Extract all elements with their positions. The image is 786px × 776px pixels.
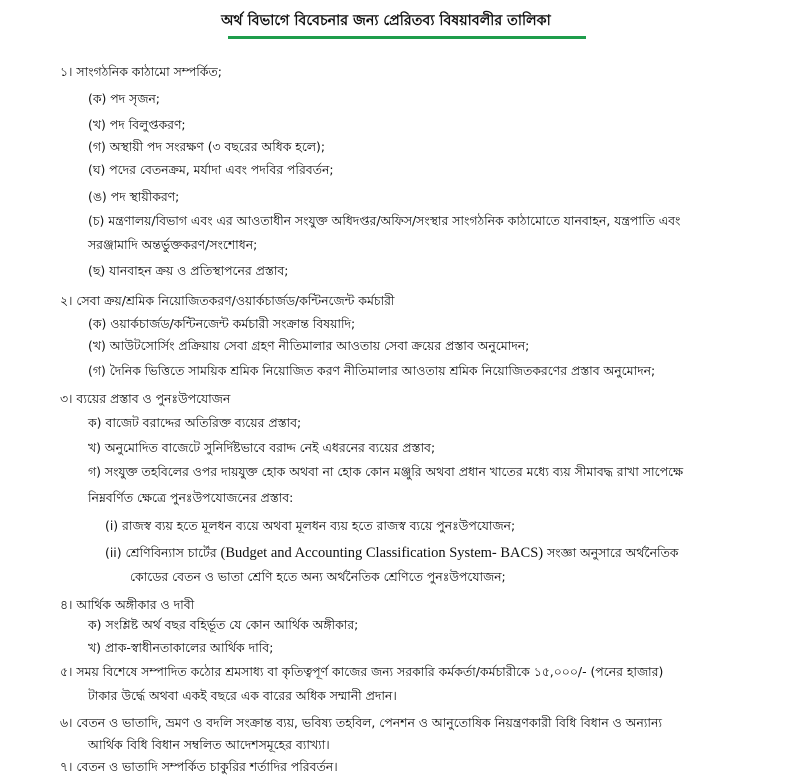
- list-item: (ঙ) পদ স্থায়ীকরণ;: [88, 189, 180, 204]
- section-1-heading: ১। সাংগঠনিক কাঠামো সম্পর্কিত;: [60, 64, 222, 79]
- section-4-heading: ৪। আর্থিক অঙ্গীকার ও দাবী: [60, 597, 195, 612]
- sub-item-ii-english: (Budget and Accounting Classification System- BACS): [220, 545, 544, 561]
- list-item: খ) অনুমোদিত বাজেটে সুনির্দিষ্টভাবে বরাদ্দ নেই এধরনের ব্যয়ের প্রস্তাব;: [88, 440, 436, 455]
- section-6-line-1: ৬। বেতন ও ভাতাদি, ভ্রমণ ও বদলি সংক্রান্ত ব্যয়, ভবিষ্য তহবিল, পেনশন ও আনুতোষিক নিয়ন্ত্রণকারী বিধি বিধান ও অন্যান্য: [60, 715, 662, 730]
- section-2-heading: ২। সেবা ক্রয়/শ্রমিক নিয়োজিতকরণ/ওয়ার্কচার্জড/কন্টিনজেন্ট কর্মচারী: [60, 293, 395, 308]
- list-item: (ঘ) পদের বেতনক্রম, মর্যাদা এবং পদবির পরিবর্তন;: [88, 162, 334, 177]
- page-title: অর্থ বিভাগে বিবেচনার জন্য প্রেরিতব্য বিষয়াবলীর তালিকা: [221, 13, 551, 29]
- list-item: (খ) আউটসোর্সিং প্রক্রিয়ায় সেবা গ্রহণ নীতিমালার আওতায় সেবা ক্রয়ের প্রস্তাব অনুমোদন;: [88, 338, 530, 353]
- section-7-line-1: ৭। বেতন ও ভাতাদি সম্পর্কিত চাকুরির শর্তাদির পরিবর্তন।: [60, 759, 338, 774]
- list-item: ক) বাজেট বরাদ্দের অতিরিক্ত ব্যয়ের প্রস্তাব;: [88, 415, 302, 430]
- title-underline: [228, 36, 586, 39]
- list-item-continuation: সরঞ্জামাদি অন্তর্ভুক্তকরণ/সংশোধন;: [88, 237, 258, 252]
- sub-item-ii-suffix: সংজ্ঞা অনুসারে অর্থনৈতিক: [547, 545, 679, 560]
- list-item: (চ) মন্ত্রণালয়/বিভাগ এবং এর আওতাধীন সংযুক্ত অধিদপ্তর/অফিস/সংস্থার সাংগঠনিক কাঠামোতে যানবাহন, যন্ত্রপাতি এবং: [88, 213, 681, 228]
- list-item: খ) প্রাক-স্বাধীনতাকালের আর্থিক দাবি;: [88, 640, 274, 655]
- list-item: গ) সংযুক্ত তহবিলের ওপর দায়যুক্ত হোক অথবা না হোক কোন মঞ্জুরি অথবা প্রধান খাতের মধ্যে ব্যয় সীমাবদ্ধ রাখা সাপেক্ষে: [88, 464, 684, 479]
- list-item: (গ) দৈনিক ভিত্তিতে সাময়িক শ্রমিক নিয়োজিত করণ নীতিমালার আওতায় শ্রমিক নিয়োজিতকরণের প্রস্তাব অনুমোদন;: [88, 363, 656, 378]
- section-3-heading: ৩। ব্যয়ের প্রস্তাব ও পুনঃউপযোজন: [60, 391, 231, 406]
- sub-item-i: (i) রাজস্ব ব্যয় হতে মূলধন ব্যয়ে অথবা মূলধন ব্যয় হতে রাজস্ব ব্যয়ে পুনঃউপযোজন;: [105, 518, 516, 533]
- list-item: (গ) অস্থায়ী পদ সংরক্ষণ (৩ বছরের অধিক হলে);: [88, 139, 326, 154]
- sub-item-ii-prefix: (ii) শ্রেণিবিন্যাস চার্টের: [105, 545, 217, 560]
- list-item: ক) সংশ্লিষ্ট অর্থ বছর বহির্ভূত যে কোন আর্থিক অঙ্গীকার;: [88, 617, 359, 632]
- sub-item-ii: [105, 544, 678, 562]
- section-5-line-1: ৫। সময় বিশেষে সম্পাদিত কঠোর শ্রমসাধ্য বা কৃতিত্বপূর্ণ কাজের জন্য সরকারি কর্মকর্তা/কর্মচারীকে ১৫,০০০/- (পনের হাজার): [60, 664, 664, 679]
- section-6-line-2: আর্থিক বিধি বিধান সম্বলিত আদেশসমূহের ব্যাখ্যা।: [88, 737, 330, 752]
- list-item: (খ) পদ বিলুপ্তকরণ;: [88, 117, 186, 132]
- list-item-continuation: নিম্নবর্ণিত ক্ষেত্রে পুনঃউপযোজনের প্রস্তাব:: [88, 490, 294, 505]
- section-5-line-2: টাকার উর্দ্ধে অথবা একই বছরে এক বারের অধিক সম্মানী প্রদান।: [88, 688, 397, 703]
- list-item: (ক) ওয়ার্কচার্জড/কন্টিনজেন্ট কর্মচারী সংক্রান্ত বিষয়াদি;: [88, 316, 356, 331]
- list-item: (ছ) যানবাহন ক্রয় ও প্রতিস্থাপনের প্রস্তাব;: [88, 263, 289, 278]
- list-item: (ক) পদ সৃজন;: [88, 91, 160, 106]
- sub-item-ii-continuation: কোডের বেতন ও ভাতা শ্রেণি হতে অন্য অর্থনৈতিক শ্রেণিতে পুনঃউপযোজন;: [130, 569, 506, 584]
